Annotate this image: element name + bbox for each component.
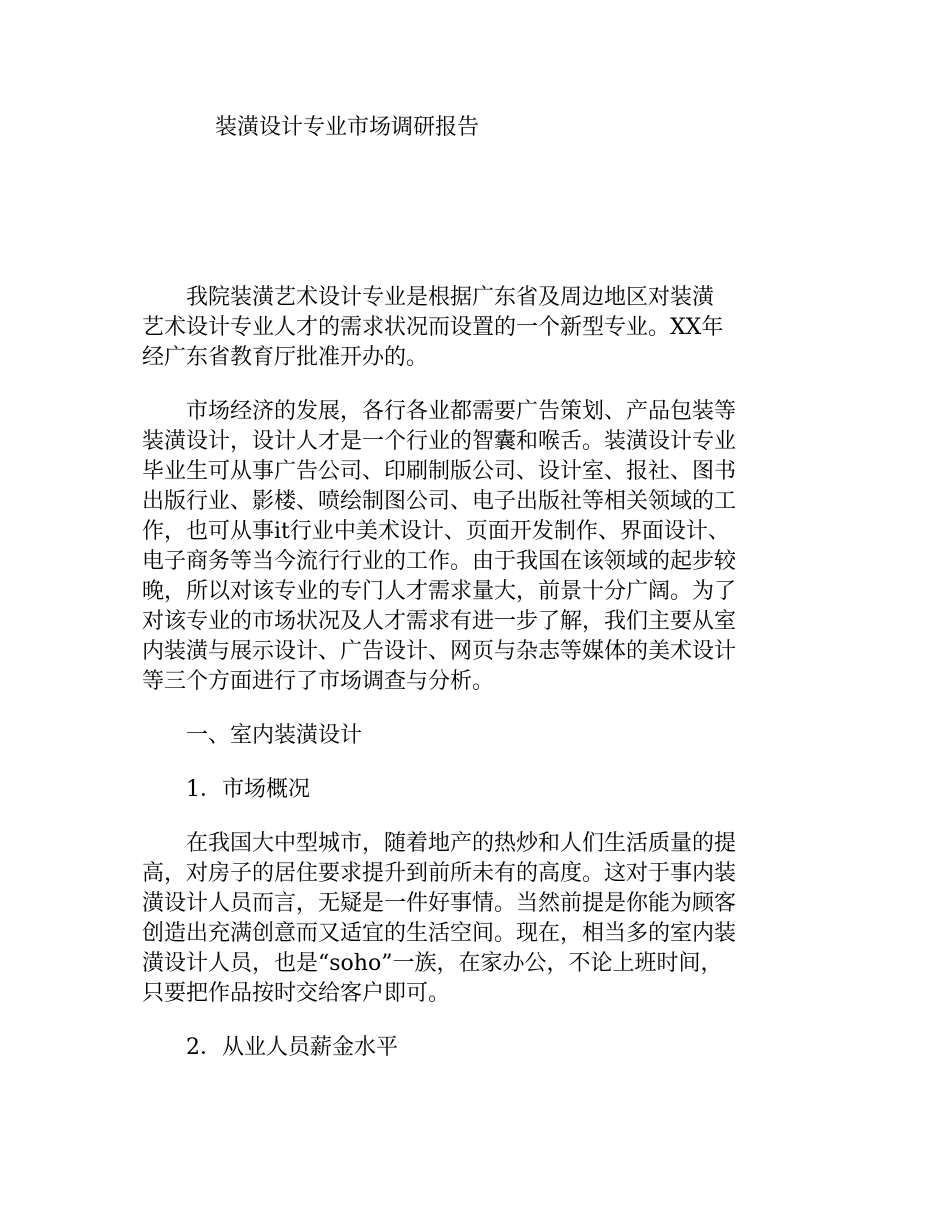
paragraph-line: 晚，所以对该专业的专门人才需求量大，前景十分广阔。为了 — [142, 579, 737, 604]
subsection-heading: 1．市场概况 — [142, 777, 310, 802]
paragraph-line: 对该专业的市场状况及人才需求有进一步了解，我们主要从室 — [142, 609, 737, 634]
paragraph-line: 潢设计人员，也是“soho”一族，在家办公，不论上班时间， — [142, 951, 723, 976]
paragraph-line: 装潢设计，设计人才是一个行业的智囊和喉舌。装潢设计专业 — [142, 429, 737, 454]
paragraph-line: 等三个方面进行了市场调查与分析。 — [142, 669, 495, 694]
paragraph-line: 市场经济的发展，各行各业都需要广告策划、产品包装等 — [142, 399, 737, 424]
subsection-heading: 2．从业人员薪金水平 — [142, 1035, 398, 1060]
paragraph-line: 内装潢与展示设计、广告设计、网页与杂志等媒体的美术设计 — [142, 639, 737, 664]
paragraph-line: 毕业生可从事广告公司、印刷制版公司、设计室、报社、图书 — [142, 459, 737, 484]
paragraph-line: 作，也可从事it行业中美术设计、页面开发制作、界面设计、 — [142, 519, 730, 544]
paragraph-line: 出版行业、影楼、喷绘制图公司、电子出版社等相关领域的工 — [142, 489, 737, 514]
paragraph-line: 创造出充满创意而又适宜的生活空间。现在，相当多的室内装 — [142, 921, 737, 946]
paragraph-line: 在我国大中型城市，随着地产的热炒和人们生活质量的提 — [142, 831, 737, 856]
paragraph-line: 电子商务等当今流行行业的工作。由于我国在该领域的起步较 — [142, 549, 737, 574]
paragraph-line: 高，对房子的居住要求提升到前所未有的高度。这对于事内装 — [142, 861, 737, 886]
paragraph-line: 只要把作品按时交给客户即可。 — [142, 981, 451, 1006]
paragraph-line: 潢设计人员而言，无疑是一件好事情。当然前提是你能为顾客 — [142, 891, 737, 916]
paragraph-line: 我院装潢艺术设计专业是根据广东省及周边地区对装潢 — [142, 285, 715, 310]
paragraph-line: 经广东省教育厅批准开办的。 — [142, 345, 429, 370]
paragraph-line: 艺术设计专业人才的需求状况而设置的一个新型专业。XX年 — [142, 315, 724, 340]
section-heading: 一、室内装潢设计 — [142, 723, 363, 748]
document-title: 装潢设计专业市场调研报告 — [215, 115, 480, 140]
